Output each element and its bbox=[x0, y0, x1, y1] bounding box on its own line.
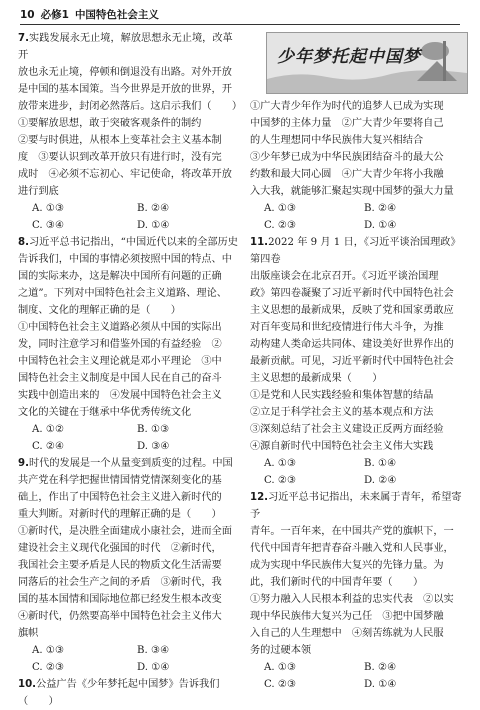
question-12 bbox=[250, 489, 464, 693]
question-stem: 放带来进步，封闭必然落后。这启示我们（ ） bbox=[18, 101, 243, 112]
statement: 发，同时注意学习和借鉴外国的有益经验 ② bbox=[18, 339, 222, 350]
question-stem: 对百年变局和世纪疫情进行伟大斗争，为推 bbox=[250, 322, 444, 333]
question-7 bbox=[18, 30, 242, 234]
option-b[interactable]: B. ②④ bbox=[364, 203, 397, 214]
question-stem: 是中国的基本国策。当今世界是开放的世界，开 bbox=[18, 84, 232, 95]
question-stem: 政》第四卷凝聚了习近平新时代中国特色社会 bbox=[250, 288, 454, 299]
option-c[interactable]: C. ③④ bbox=[32, 220, 65, 231]
option-a[interactable]: A. ①③ bbox=[264, 662, 297, 673]
question-stem: 成为实现中华民族伟大复兴的先锋力量。为 bbox=[250, 560, 444, 571]
option-b[interactable]: B. ②④ bbox=[364, 662, 397, 673]
page-header bbox=[20, 6, 460, 25]
option-b[interactable]: B. ③④ bbox=[137, 645, 170, 656]
question-stem: 代代中国青年把青春奋斗融入党和人民事业， bbox=[250, 543, 454, 554]
option-c[interactable]: C. ②④ bbox=[32, 441, 65, 452]
statement: 入大我，就能够汇聚起实现中国梦的强大力量 bbox=[250, 186, 454, 197]
statement: ①新时代，是决胜全面建成小康社会，进而全面 bbox=[18, 526, 232, 537]
statement: ③少年梦已成为中华民族团结奋斗的最大公 bbox=[250, 152, 444, 163]
right-column bbox=[250, 30, 464, 693]
option-c[interactable]: C. ②③ bbox=[264, 475, 297, 486]
statement: 成时 ④必须不忘初心、牢记使命，将改革开放 bbox=[18, 169, 232, 180]
left-column bbox=[18, 30, 242, 710]
option-a[interactable]: A. ①③ bbox=[264, 203, 297, 214]
option-c[interactable]: C. ②③ bbox=[32, 662, 65, 673]
statement: 同落后的社会生产之间的矛盾 ③新时代，我 bbox=[18, 577, 222, 588]
statement: 国特色社会主义制度是中国人民在自己的奋斗 bbox=[18, 373, 222, 384]
question-stem: 习近平总书记指出，未来属于青年，希望寄予 bbox=[250, 492, 462, 520]
question-stem: 最新贡献。可见，习近平新时代中国特色社会 bbox=[250, 356, 454, 367]
question-stem: 公益广告《少年梦托起中国梦》告诉我们（ ） bbox=[18, 679, 220, 707]
question-stem: 制度、文化的理解正确的是（ ） bbox=[18, 305, 181, 316]
options bbox=[18, 200, 242, 234]
option-a[interactable]: A. ①② bbox=[32, 424, 65, 435]
statement: 国的基本国情和国际地位都已经发生根本改变 bbox=[18, 594, 222, 605]
statement: 度 ③要认识到改革开放只有进行时，没有完 bbox=[18, 152, 222, 163]
question-8 bbox=[18, 234, 242, 455]
option-d[interactable]: D. ①④ bbox=[137, 662, 170, 673]
statement: ③深刻总结了社会主义建设正反两方面经验 bbox=[250, 424, 444, 435]
statement: 进行到底 bbox=[18, 186, 59, 197]
question-number: 11. bbox=[250, 237, 269, 248]
question-number: 12. bbox=[250, 492, 269, 503]
statement: 中国特色社会主义理论就是邓小平理论 ③中 bbox=[18, 356, 222, 367]
question-stem: 2022 年 9 月 1 日，《习近平谈治国理政》第四卷 bbox=[250, 237, 461, 265]
statement: 现中华民族伟大复兴为己任 ③把中国梦融 bbox=[250, 611, 444, 622]
question-stem: 告诉我们，中国的事情必须按照中国的特点、中 bbox=[18, 254, 232, 265]
question-stem: 础上，作出了中国特色社会主义进入新时代的 bbox=[18, 492, 222, 503]
question-stem: 青年。一百年来，在中国共产党的旗帜下，一 bbox=[250, 526, 454, 537]
statement: 务的过硬本领 bbox=[250, 645, 312, 656]
statement: ①是党和人民实践经验和集体智慧的结晶 bbox=[250, 390, 434, 401]
statement: 旗帜 bbox=[18, 628, 39, 639]
statement: ①要解放思想，敢于突破客观条件的制约 bbox=[18, 118, 202, 129]
options bbox=[250, 659, 464, 693]
question-stem: 放也永无止境，停顿和倒退没有出路。对外开放 bbox=[18, 67, 232, 78]
question-stem: 出版座谈会在北京召开。《习近平谈治国理 bbox=[250, 271, 439, 282]
statement: ④源自新时代中国特色社会主义伟大实践 bbox=[250, 441, 434, 452]
statement: ②立足于科学社会主义的基本观点和方法 bbox=[250, 407, 434, 418]
option-c[interactable]: C. ②③ bbox=[264, 679, 297, 690]
poster-image bbox=[266, 32, 468, 94]
question-stem: 习近平总书记指出，“中国近代以来的全部历史 bbox=[28, 237, 238, 248]
question-stem: 实践发展永无止境，解放思想永无止境，改革开 bbox=[18, 33, 233, 61]
option-a[interactable]: A. ①③ bbox=[32, 645, 65, 656]
question-stem: 主义思想的最新成果，反映了党和国家勇敢应 bbox=[250, 305, 454, 316]
statement: ②要与时俱进，从根本上变革社会主义基本制 bbox=[18, 135, 222, 146]
statement: ④新时代，仍然要高举中国特色社会主义伟大 bbox=[18, 611, 222, 622]
book-label: 必修1 bbox=[40, 8, 69, 21]
statement: ①努力融入人民根本利益的忠实代表 ②以实 bbox=[250, 594, 454, 605]
question-11 bbox=[250, 234, 464, 489]
question-number: 7. bbox=[18, 33, 29, 44]
statement: 文化的关键在于继承中华优秀传统文化 bbox=[18, 407, 192, 418]
header-title: 中国特色社会主义 bbox=[74, 8, 159, 21]
question-9 bbox=[18, 455, 242, 676]
option-a[interactable]: A. ①③ bbox=[264, 458, 297, 469]
question-10-body bbox=[250, 98, 464, 234]
statement: 的人生理想同中华民族伟大复兴相结合 bbox=[250, 135, 424, 146]
options bbox=[250, 200, 464, 234]
option-a[interactable]: A. ①③ bbox=[32, 203, 65, 214]
statement: 实践中创造出来的 ④发展中国特色社会主义 bbox=[18, 390, 222, 401]
option-b[interactable]: B. ①③ bbox=[137, 424, 170, 435]
statement: ①中国特色社会主义道路必须从中国的实际出 bbox=[18, 322, 222, 333]
question-10-stem bbox=[18, 676, 242, 710]
statement: ①广大青少年作为时代的追梦人已成为实现 bbox=[250, 101, 444, 112]
question-stem: 主义思想的最新成果（ ） bbox=[250, 373, 383, 384]
question-stem: 共产党在科学把握世情国情党情深刻变化的基 bbox=[18, 475, 222, 486]
question-stem: 动构建人类命运共同体、建设美好世界作出的 bbox=[250, 339, 454, 350]
option-d[interactable]: D. ③④ bbox=[137, 441, 170, 452]
option-d[interactable]: D. ①④ bbox=[364, 679, 397, 690]
options bbox=[18, 642, 242, 676]
option-b[interactable]: B. ②④ bbox=[137, 203, 170, 214]
question-number: 9. bbox=[18, 458, 29, 469]
option-b[interactable]: B. ①④ bbox=[364, 458, 397, 469]
option-d[interactable]: D. ②④ bbox=[364, 475, 397, 486]
poster-caption: 少年梦托起中国梦 bbox=[277, 47, 421, 67]
question-stem: 时代的发展是一个从量变到质变的过程。中国 bbox=[28, 458, 233, 469]
option-d[interactable]: D. ①④ bbox=[364, 220, 397, 231]
page-number: 10 bbox=[20, 8, 35, 21]
question-stem: 国的实际来办，这是解决中国所有问题的正确 bbox=[18, 271, 222, 282]
statement: 中国梦的主体力量 ②广大青少年要将自己 bbox=[250, 118, 444, 129]
statement: 我国社会主要矛盾是人民的物质文化生活需要 bbox=[18, 560, 222, 571]
option-c[interactable]: C. ②③ bbox=[264, 220, 297, 231]
question-number: 10. bbox=[18, 679, 37, 690]
option-d[interactable]: D. ①④ bbox=[137, 220, 170, 231]
question-number: 8. bbox=[18, 237, 29, 248]
question-stem: 重大判断。对新时代的理解正确的是（ ） bbox=[18, 509, 222, 520]
statement: 入自己的人生理想中 ④刻苦练就为人民服 bbox=[250, 628, 444, 639]
question-stem: 此，我们新时代的中国青年要（ ） bbox=[250, 577, 424, 588]
question-stem: 之道”。下列对中国特色社会主义道路、理论、 bbox=[18, 288, 227, 299]
options bbox=[18, 421, 242, 455]
statement: 约数和最大同心圆 ④广大青少年将小我融 bbox=[250, 169, 444, 180]
options bbox=[250, 455, 464, 489]
statement: 建设社会主义现代化强国的时代 ②新时代， bbox=[18, 543, 222, 554]
